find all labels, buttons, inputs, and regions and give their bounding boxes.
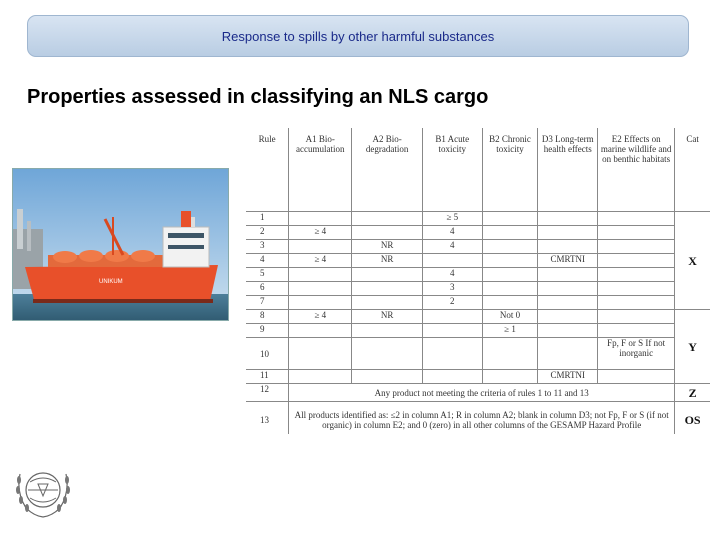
cell-b2 [482, 296, 538, 310]
cell-a2: NR [352, 240, 423, 254]
cell-b1: 4 [422, 226, 482, 240]
table-row [246, 226, 710, 240]
table-row [246, 254, 710, 268]
cell-a1 [289, 296, 352, 310]
imo-emblem [12, 460, 74, 524]
classification-table-image [246, 128, 710, 434]
cell-a2 [352, 212, 423, 226]
rule-number: 6 [246, 282, 289, 296]
cell-b1 [422, 310, 482, 324]
header-a1: A1 Bio-accumulation [289, 128, 352, 212]
cell-e2 [598, 254, 675, 268]
cell-b1 [422, 370, 482, 384]
rule-number: 13 [246, 402, 289, 435]
cell-b1: 4 [422, 240, 482, 254]
cell-a1: ≥ 4 [289, 310, 352, 324]
cell-d3 [538, 268, 598, 282]
cell-d3 [538, 310, 598, 324]
cell-a1 [289, 212, 352, 226]
cell-a2 [352, 338, 423, 370]
table-row [246, 384, 710, 402]
header-a2: A2 Bio-degradation [352, 128, 423, 212]
cell-d3 [538, 296, 598, 310]
cell-e2 [598, 370, 675, 384]
cell-b2 [482, 254, 538, 268]
cell-a1: ≥ 4 [289, 226, 352, 240]
cell-b1 [422, 254, 482, 268]
cell-b2 [482, 240, 538, 254]
cell-b2: Not 0 [482, 310, 538, 324]
cell-b1: 4 [422, 268, 482, 282]
tanker-ship-photo [12, 168, 229, 321]
banner-title: Response to spills by other harmful substances [221, 28, 495, 44]
cell-e2 [598, 310, 675, 324]
cell-e2 [598, 226, 675, 240]
rule-number: 4 [246, 254, 289, 268]
cell-b2 [482, 370, 538, 384]
classification-table [246, 128, 710, 434]
cell-b2 [482, 212, 538, 226]
table-row [246, 402, 710, 435]
cell-e2 [598, 268, 675, 282]
cell-a1 [289, 338, 352, 370]
cell-d3 [538, 226, 598, 240]
cell-e2: Fp, F or S If not inorganic [598, 338, 675, 370]
header-e2: E2 Effects on marine wildlife and on benthic habitats [598, 128, 675, 212]
rule-number: 7 [246, 296, 289, 310]
cell-a2 [352, 282, 423, 296]
header-b1: B1 Acute toxicity [422, 128, 482, 212]
cell-b1 [422, 324, 482, 338]
cell-a1 [289, 282, 352, 296]
laurel-emblem-icon [12, 460, 74, 524]
table-row [246, 310, 710, 324]
cell-b1 [422, 338, 482, 370]
cell-a1: ≥ 4 [289, 254, 352, 268]
ship-image [13, 169, 229, 321]
table-row [246, 338, 710, 370]
table-row [246, 324, 710, 338]
rule-13-text: All products identified as: ≤2 in column A1; R in column A2; blank in column D3; not Fp, F or S (if not organic) in column E2; and 0 (zero) in all other columns of the GESAMP Hazard Profile [289, 402, 675, 435]
category-z: Z [675, 384, 710, 402]
rule-number: 10 [246, 338, 289, 370]
cell-b2 [482, 268, 538, 282]
cell-b2 [482, 226, 538, 240]
header-rule: Rule [246, 128, 289, 212]
cell-d3 [538, 338, 598, 370]
cell-d3 [538, 324, 598, 338]
cell-d3 [538, 282, 598, 296]
cell-b2 [482, 338, 538, 370]
table-row [246, 370, 710, 384]
cell-b2: ≥ 1 [482, 324, 538, 338]
cell-b1: 2 [422, 296, 482, 310]
ship-name-label: UNIKUM [99, 279, 123, 285]
cell-a2 [352, 226, 423, 240]
header-b2: B2 Chronic toxicity [482, 128, 538, 212]
cell-a1 [289, 240, 352, 254]
rule-number: 5 [246, 268, 289, 282]
table-row [246, 240, 710, 254]
header-d3: D3 Long-term health effects [538, 128, 598, 212]
rule-number: 3 [246, 240, 289, 254]
table-row [246, 268, 710, 282]
table-row [246, 282, 710, 296]
cell-a2 [352, 324, 423, 338]
table-row [246, 296, 710, 310]
cell-d3: CMRTNI [538, 370, 598, 384]
header-cat: Cat [675, 128, 710, 212]
cell-d3: CMRTNI [538, 254, 598, 268]
title-banner [27, 15, 689, 57]
cell-d3 [538, 240, 598, 254]
cell-a2: NR [352, 310, 423, 324]
cell-b1: ≥ 5 [422, 212, 482, 226]
rule-number: 12 [246, 384, 289, 402]
cell-e2 [598, 212, 675, 226]
cell-e2 [598, 282, 675, 296]
cell-b1: 3 [422, 282, 482, 296]
page-title: Properties assessed in classifying an NLS cargo [27, 86, 489, 108]
rule-number: 2 [246, 226, 289, 240]
cell-a2: NR [352, 254, 423, 268]
cell-a1 [289, 324, 352, 338]
cell-d3 [538, 212, 598, 226]
cell-e2 [598, 324, 675, 338]
rule-number: 1 [246, 212, 289, 226]
rule-12-text: Any product not meeting the criteria of rules 1 to 11 and 13 [289, 384, 675, 402]
rule-number: 9 [246, 324, 289, 338]
cell-a1 [289, 268, 352, 282]
cell-a2 [352, 268, 423, 282]
category-y: Y [675, 310, 710, 384]
cell-a2 [352, 370, 423, 384]
cell-e2 [598, 240, 675, 254]
table-row [246, 212, 710, 226]
category-x: X [675, 212, 710, 310]
rule-number: 11 [246, 370, 289, 384]
cell-a2 [352, 296, 423, 310]
cell-b2 [482, 282, 538, 296]
cell-e2 [598, 296, 675, 310]
category-os: OS [675, 402, 710, 435]
rule-number: 8 [246, 310, 289, 324]
cell-a1 [289, 370, 352, 384]
